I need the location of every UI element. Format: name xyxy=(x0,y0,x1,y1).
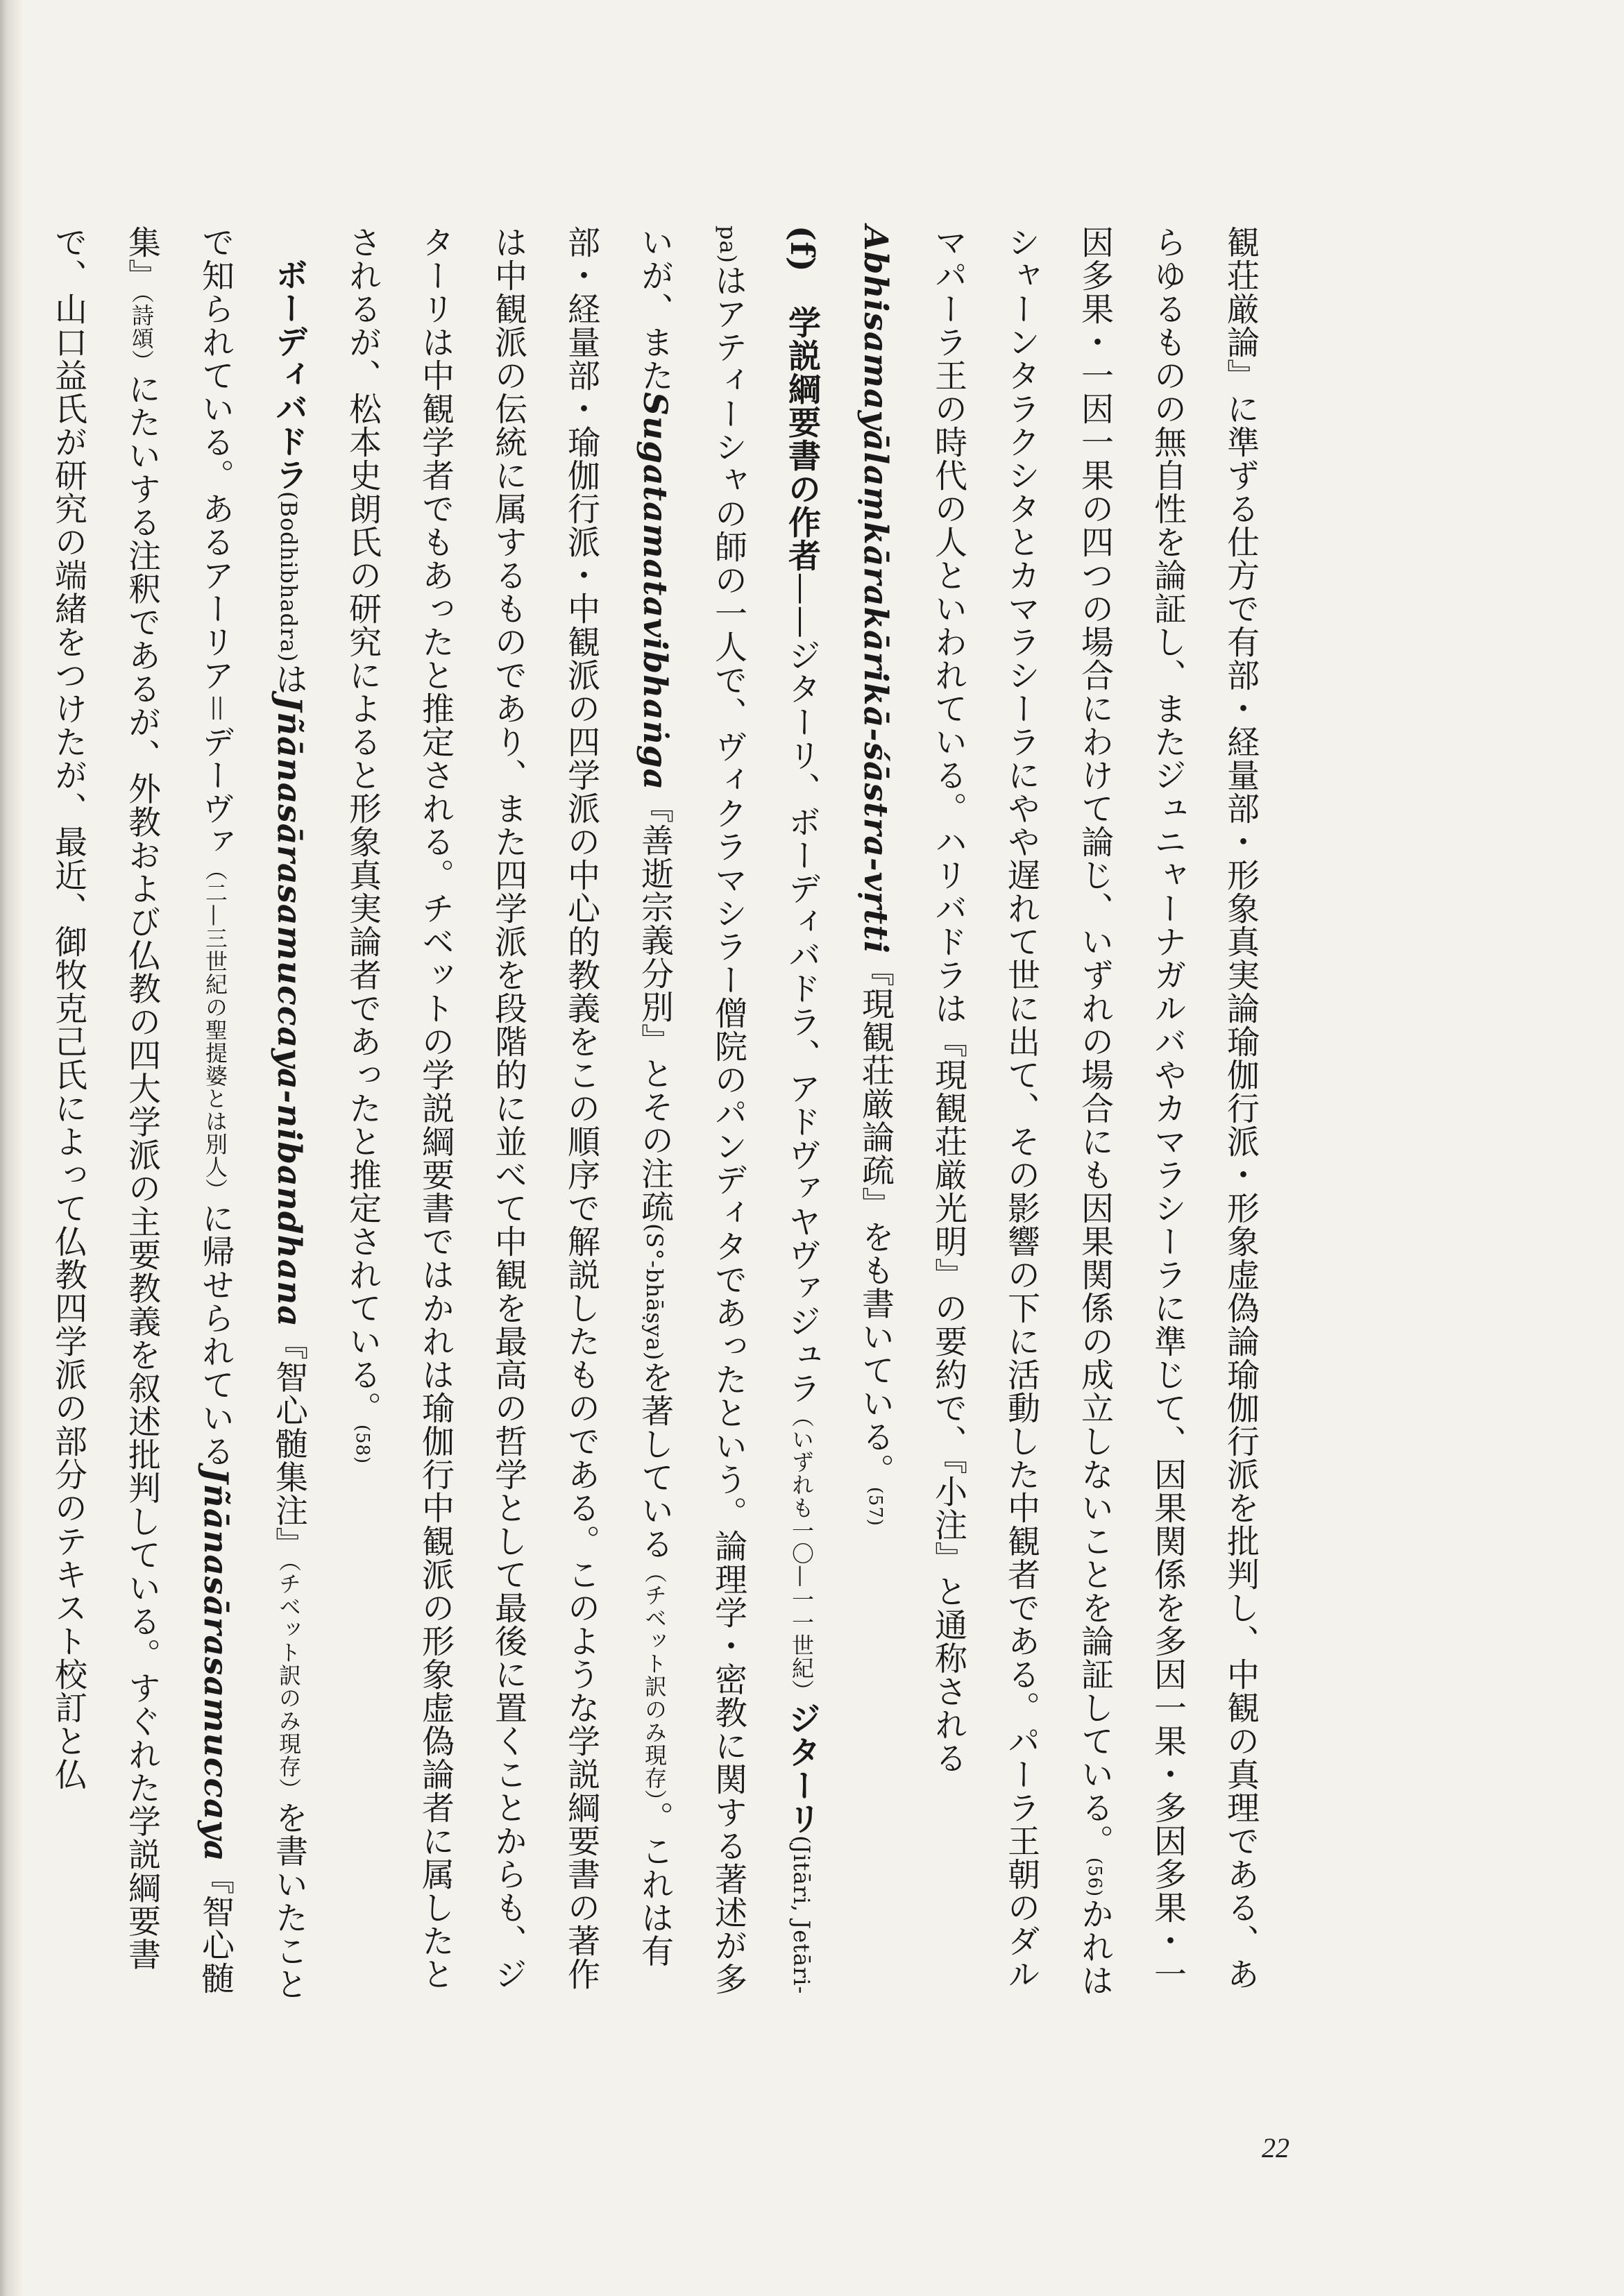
text-run: は xyxy=(270,662,308,696)
footnote-ref: (58) xyxy=(352,1425,373,1465)
parenthetical-note: (Bodhibhadra) xyxy=(276,491,302,663)
parenthetical-note: （チベット訳のみ現存） xyxy=(276,1560,302,1801)
paragraph-p1 xyxy=(838,226,1277,2016)
sanskrit-title: Sugatamatavibhaṅga xyxy=(636,392,674,791)
parenthetical-note: （詩頌） xyxy=(128,292,155,373)
parenthetical-note: (Jitāri, Jetāri-pa) xyxy=(715,226,815,1995)
footnote-ref: (56) xyxy=(1084,1857,1105,1898)
page-number: 22 xyxy=(1262,2132,1289,2163)
paragraph-p3 xyxy=(32,226,325,2016)
vertical-text-body xyxy=(49,226,1277,2016)
person-name: ボーディバドラ xyxy=(270,258,308,491)
text-run: 『現観荘厳論疏』をも書いている。 xyxy=(856,953,895,1487)
text-run: に帰せられている xyxy=(196,1201,235,1468)
sanskrit-title: Jñānasārasamuccaya xyxy=(196,1468,235,1862)
person-name: ジターリ xyxy=(783,1702,821,1836)
text-run: ——ジターリ、ボーディバドラ、アドヴァヤヴァジュラ xyxy=(783,572,821,1405)
text-run: を著している xyxy=(636,1361,674,1561)
text-run: はアティーシャの師の一人で、ヴィクラマシラー僧院のパンディタであったという。論理学・密教に関する著述が多いが、また xyxy=(636,226,747,1996)
parenthetical-note: (S°-bhāṣya) xyxy=(641,1223,668,1361)
parenthetical-note: （いずれも一〇—一一世紀） xyxy=(788,1404,815,1703)
text-run: 『善逝宗義分別』とその注疏 xyxy=(636,790,674,1224)
page-binding-shadow xyxy=(0,0,24,2296)
text-run: 『智心髄集注』 xyxy=(270,1327,308,1561)
sanskrit-title: Abhisamayālaṃkārakārikā-śāstra-vṛtti xyxy=(856,226,895,954)
section-heading: (f) 学説綱要書の作者 xyxy=(783,226,821,572)
text-run: にたいする注釈であるが、外教および仏教の四大学派の主要教義を叙述批判している。すぐれた学説綱要書で、山口益氏が研究の端緒をつけたが、最近、御牧克己氏によって仏教四学派の部分のテキスト校訂と仏 xyxy=(49,226,161,1971)
text-run: 観荘厳論』に準ずる仕方で有部・経量部・形象真実論瑜伽行派・形象虚偽論瑜伽行派を批判し、中観の真理である、あらゆるものの無自性を論証し、またジュニャーナガルバやカマラシーラに準じて、因果関係を多因一果・多因多果・一因多果・一因一果の四つの場合にわけて論じ、いずれの場合にも因果関係の成立しないことを論証している。 xyxy=(1076,226,1260,1991)
paragraph-p2 xyxy=(325,226,838,2016)
footnote-ref: (57) xyxy=(865,1486,886,1527)
parenthetical-note: （二—三世紀の聖提婆とは別人） xyxy=(202,858,228,1202)
text-run: かれはシャーンタラクシタとカマラシーラにやや遅れて世に出て、その影響の下に活動した中観者である。パーラ王朝のダルマパーラ王の時代の人といわれている。ハリバドラは『現観荘厳光明』の要約で、『小注』と通称される xyxy=(929,226,1114,1998)
sanskrit-title: Jñānasārasamuccaya-nibandhana xyxy=(270,695,308,1327)
text-run: 。これは有部・経量部・瑜伽行派・中観派の四学派の中心的教義をこの順序で解説したものである。このような学説綱要書の著作は中観派の伝統に属するものであり、また四学派を段階的に並べて中観を最高の哲学として最後に置くことからも、ジターリは中観学者でもあったと推定される。チベットの学説綱要書ではかれは瑜伽行中観派の形象虚偽論者に属したとされるが、松本史朗氏の研究によると形象真実論者であったと推定されている。 xyxy=(344,226,674,1991)
parenthetical-note: （チベット訳のみ現存） xyxy=(641,1561,668,1801)
text-run: 『智心髄集』 xyxy=(123,226,235,1996)
text-run: を書いたことで知られている。あるアーリア＝デーヴァ xyxy=(196,226,308,2001)
